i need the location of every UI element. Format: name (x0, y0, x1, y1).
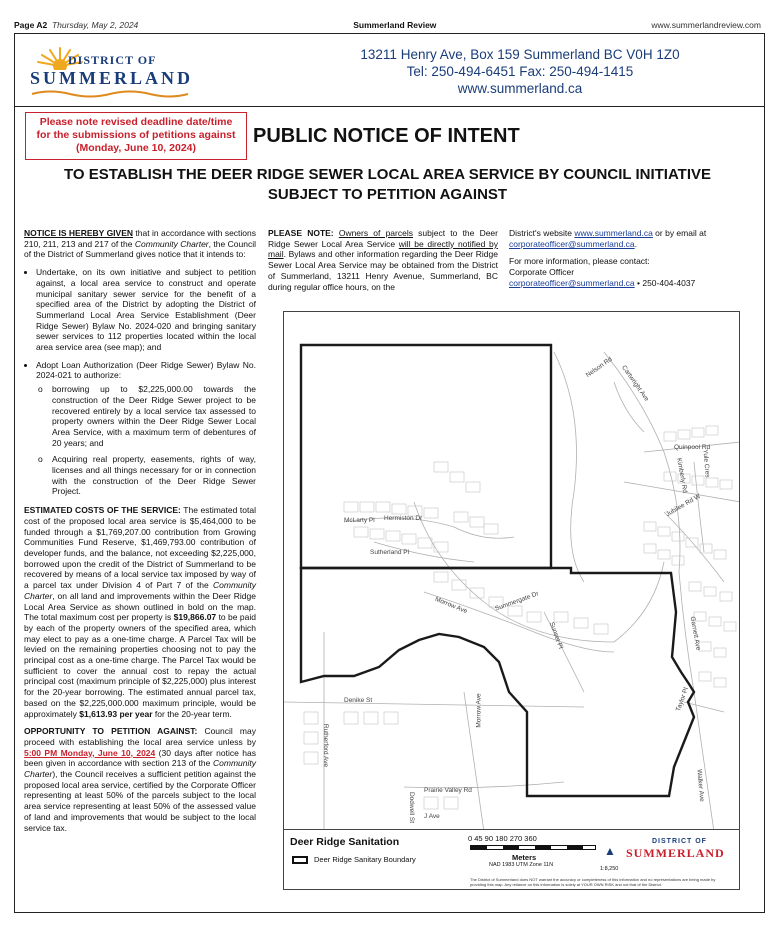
map-drawing (284, 312, 740, 832)
issue-date: Thursday, May 2, 2024 (51, 20, 139, 30)
subtitle-line-1: TO ESTABLISH THE DEER RIDGE SEWER LOCAL AREA SERVICE BY COUNCIL INITIATIVE (63, 166, 711, 183)
pn-owners: Owners of parcels (338, 228, 413, 238)
page-info (14, 20, 138, 30)
intro-charter: Community Charter (134, 238, 209, 249)
costs-lead: ESTIMATED COSTS OF THE SERVICE: (24, 505, 181, 516)
petition-deadline: 5:00 PM Monday, June 10, 2024 (24, 747, 156, 758)
publication-website: www.summerlandreview.com (651, 20, 761, 30)
costs-text-c: to be paid by each of the property owners of the specified area, which may elect to pay as a one-time charge. A Parcel Tax will be levied on the remaining properties choosing not to pay the principal cost as a one-time charge. The Parcel Tax would be sufficient to cover the annual cost to repay the actual principal cost (maximum principle of $2,225,000) plus interest for the 20-year borrowing. The estimated annual parcel tax, based on the $2,225,000.000 maximum principle, would be approximately (24, 612, 256, 719)
intro-lead: NOTICE IS HEREBY GIVEN (24, 228, 134, 238)
street-label: Hermiston Dr (384, 515, 423, 522)
website-link[interactable]: www.summerland.ca (574, 228, 653, 238)
district-logo (26, 44, 196, 98)
sub-list-item: o borrowing up to $2,225,000.00 towards the construction of the Deer Ridge Sewer project to be recovered entirely by a local service tax assessed to property owners within the Deer Ridge Sewer Local Area Service, with a maximum term of debentures of 20 years; and (52, 384, 256, 448)
web-text-c: . (634, 238, 638, 249)
street-label: Jubilee Rd W (664, 492, 702, 519)
web-text-a: District's website (509, 228, 575, 238)
notice-subtitle (24, 165, 751, 205)
address: 13211 Henry Ave, Box 159 Summerland BC V0H 1Z0 (360, 47, 680, 62)
page-number: Page A2 (14, 20, 48, 30)
costs-charter: Community Charter (24, 580, 256, 601)
petition-paragraph (24, 726, 256, 833)
intro-text-b: , the Council of the District of Summerland gives notice that it intends to: (24, 238, 256, 260)
pn-notified: will be directly notified by mail (268, 238, 499, 260)
intro-text-a: that in accordance with sections 210, 211, 213 and 217 of the (24, 228, 257, 249)
intro-paragraph (24, 228, 256, 260)
intent-list (24, 267, 256, 497)
officer-contact (509, 278, 741, 289)
sub-list-item: o Acquiring real property, easements, rights of way, licenses and all things necessary for or in connection with the construction of the Deer Ridge Sewer Project. (52, 454, 256, 497)
petition-text-b: (30 days after notice has been given in accordance with section 213 of the (24, 747, 256, 769)
street-label: Nelson Rd (584, 355, 614, 380)
note-line-3: (Monday, June 10, 2024) (75, 142, 196, 154)
phone-fax: Tel: 250-494-6451 Fax: 250-494-1415 (406, 64, 634, 79)
legend-title: Deer Ridge Sanitation (290, 836, 400, 848)
legend-item: Deer Ridge Sanitary Boundary (314, 855, 416, 864)
map-legend (284, 829, 739, 889)
street-label: McLarty Pl (344, 517, 375, 524)
corporate-officer: Corporate Officer (509, 267, 575, 278)
map-logo-summerland: SUMMERLAND (626, 846, 725, 860)
street-label: Dodwell St (408, 791, 416, 824)
district-website: www.summerland.ca (457, 81, 583, 96)
bullet2-text: Adopt Loan Authorization (Deer Ridge Sewer) Bylaw No. 2024-021 to authorize: (36, 359, 256, 381)
datum: NAD 1983 UTM Zone 11N (489, 862, 554, 868)
scale-bar (470, 845, 596, 850)
column-right (509, 228, 741, 289)
map-logo-district: DISTRICT OF (652, 838, 707, 845)
note-line-1: Please note revised deadline date/time (39, 116, 233, 128)
notice-title: PUBLIC NOTICE OF INTENT (253, 125, 520, 147)
costs-text-b: , on all land and improvements within the Deer Ridge Local Area Service as shown outlined in bold on the map. The total maximum cost per property is (24, 590, 256, 623)
please-note-lead: PLEASE NOTE: (268, 228, 334, 238)
street-label: Morrow Ave (433, 595, 469, 616)
more-info: For more information, please contact: (509, 256, 650, 267)
scale-numbers: 0 45 90 180 270 360 (468, 834, 537, 843)
street-label: Cartwright Ave (620, 364, 651, 403)
divider (14, 106, 765, 107)
street-label: Prairie Valley Rd (424, 787, 472, 794)
scale-ratio: 1:8,250 (600, 866, 619, 872)
web-text-b: or by email at (652, 228, 707, 238)
list-item (36, 360, 256, 497)
street-label: Yule Cres (701, 449, 711, 478)
revised-deadline-note (25, 112, 247, 160)
petition-text-c: ), the Council receives a sufficient petition against the proposed local area service, certified by the Corporate Officer representing at least 50% of the parcels subject to the local area service representing at least 50% of the assessed value of land and improvements that would be subject to the local service tax. (24, 769, 256, 833)
street-label: J Ave (424, 813, 440, 820)
website-paragraph (509, 228, 741, 249)
email-link[interactable]: corporateofficer@summerland.ca (509, 238, 635, 249)
petition-lead: OPPORTUNITY TO PETITION AGAINST: (24, 726, 198, 737)
logo-summerland: SUMMERLAND (30, 68, 193, 88)
street-label: Sutherland Pl (370, 549, 410, 556)
newspaper-header (14, 17, 761, 33)
petition-charter: Community Charter (24, 758, 256, 780)
officer-phone: • 250-404-4037 (634, 277, 696, 288)
street-label: Kimberly Rd (675, 457, 689, 494)
column-left (24, 228, 256, 840)
contact-block (330, 46, 710, 97)
petition-text-a: Council may proceed with establishing the local area service unless by (24, 726, 256, 747)
list-item: • Undertake, on its own initiative and subject to petition against, a local area service to construct and operate municipal sanitary sewer service for the benefit of a specified area of the District by adopting the District of Summerland Local Area Service Establishment (Deer Ridge Sewer) Bylaw No. 2024-020 and bringing sanitary sewer services to 112 properties located within the local area service area (see map); and (36, 267, 256, 353)
street-label: Taylor Pl (674, 686, 691, 713)
costs-text-d: for the 20-year term. (152, 708, 232, 719)
street-label: Rutherford Ave (322, 723, 330, 768)
north-arrow-icon: ▲ (604, 844, 616, 858)
publication-name: Summerland Review (353, 20, 437, 30)
pn-text-b: subject to the Deer Ridge Sewer Local Area Service (268, 228, 498, 249)
officer-email-link[interactable]: corporateofficer@summerland.ca (509, 277, 635, 288)
wave-icon (30, 89, 190, 99)
street-label: Summergate Dr (494, 590, 540, 613)
please-note-paragraph (268, 228, 498, 292)
street-label: Sunset Pl (547, 621, 564, 650)
costs-text-a: The estimated total cost of the proposed local area service is $5,464,000 to be funded through a $1,769,207.00 contribution from Growing Communities Fund Reserve, $1,469,793.00 contribution of developer funds, and the balance, not exceeding $2,225,000, borrowed upon the credit of the District of Summerland to be recovered by means of a local service tax imposed by way of a parcel tax under Division 4 of Part 7 of the (24, 505, 256, 591)
pn-text-c: . Bylaws and other information regarding the Deer Ridge Sewer Local Area Service may be obtained from the District of Summerland, 13211 Henry Avenue, Summerland, BC during regular office hours, on the (268, 249, 498, 292)
street-label: Garnett Ave (688, 616, 702, 651)
street-label: Denike St (344, 697, 373, 704)
costs-paragraph (24, 505, 256, 719)
boundary-symbol (292, 856, 308, 864)
column-middle (268, 228, 498, 299)
logo-district-of: DISTRICT OF (68, 53, 157, 67)
boundary-map (283, 311, 740, 890)
street-label: Morrow Ave (475, 693, 483, 728)
subtitle-line-2: SUBJECT TO PETITION AGAINST (267, 186, 508, 203)
street-label: Quinpool Rd (674, 444, 711, 451)
street-label: Walker Ave (695, 768, 706, 803)
note-line-2: for the submissions of petitions against (36, 129, 236, 141)
annual-tax: $1,613.93 per year (79, 708, 153, 719)
scale-units: Meters (512, 853, 537, 862)
sub-list (36, 384, 256, 497)
map-disclaimer: The District of Summerland does NOT warrant the accuracy or completeness of this information and no representations are being made by providing this map. Any reliance on this information is solely at YOUR OWN RISK and not that of the District. (470, 877, 716, 887)
max-cost: $19,866.07 (173, 612, 217, 623)
